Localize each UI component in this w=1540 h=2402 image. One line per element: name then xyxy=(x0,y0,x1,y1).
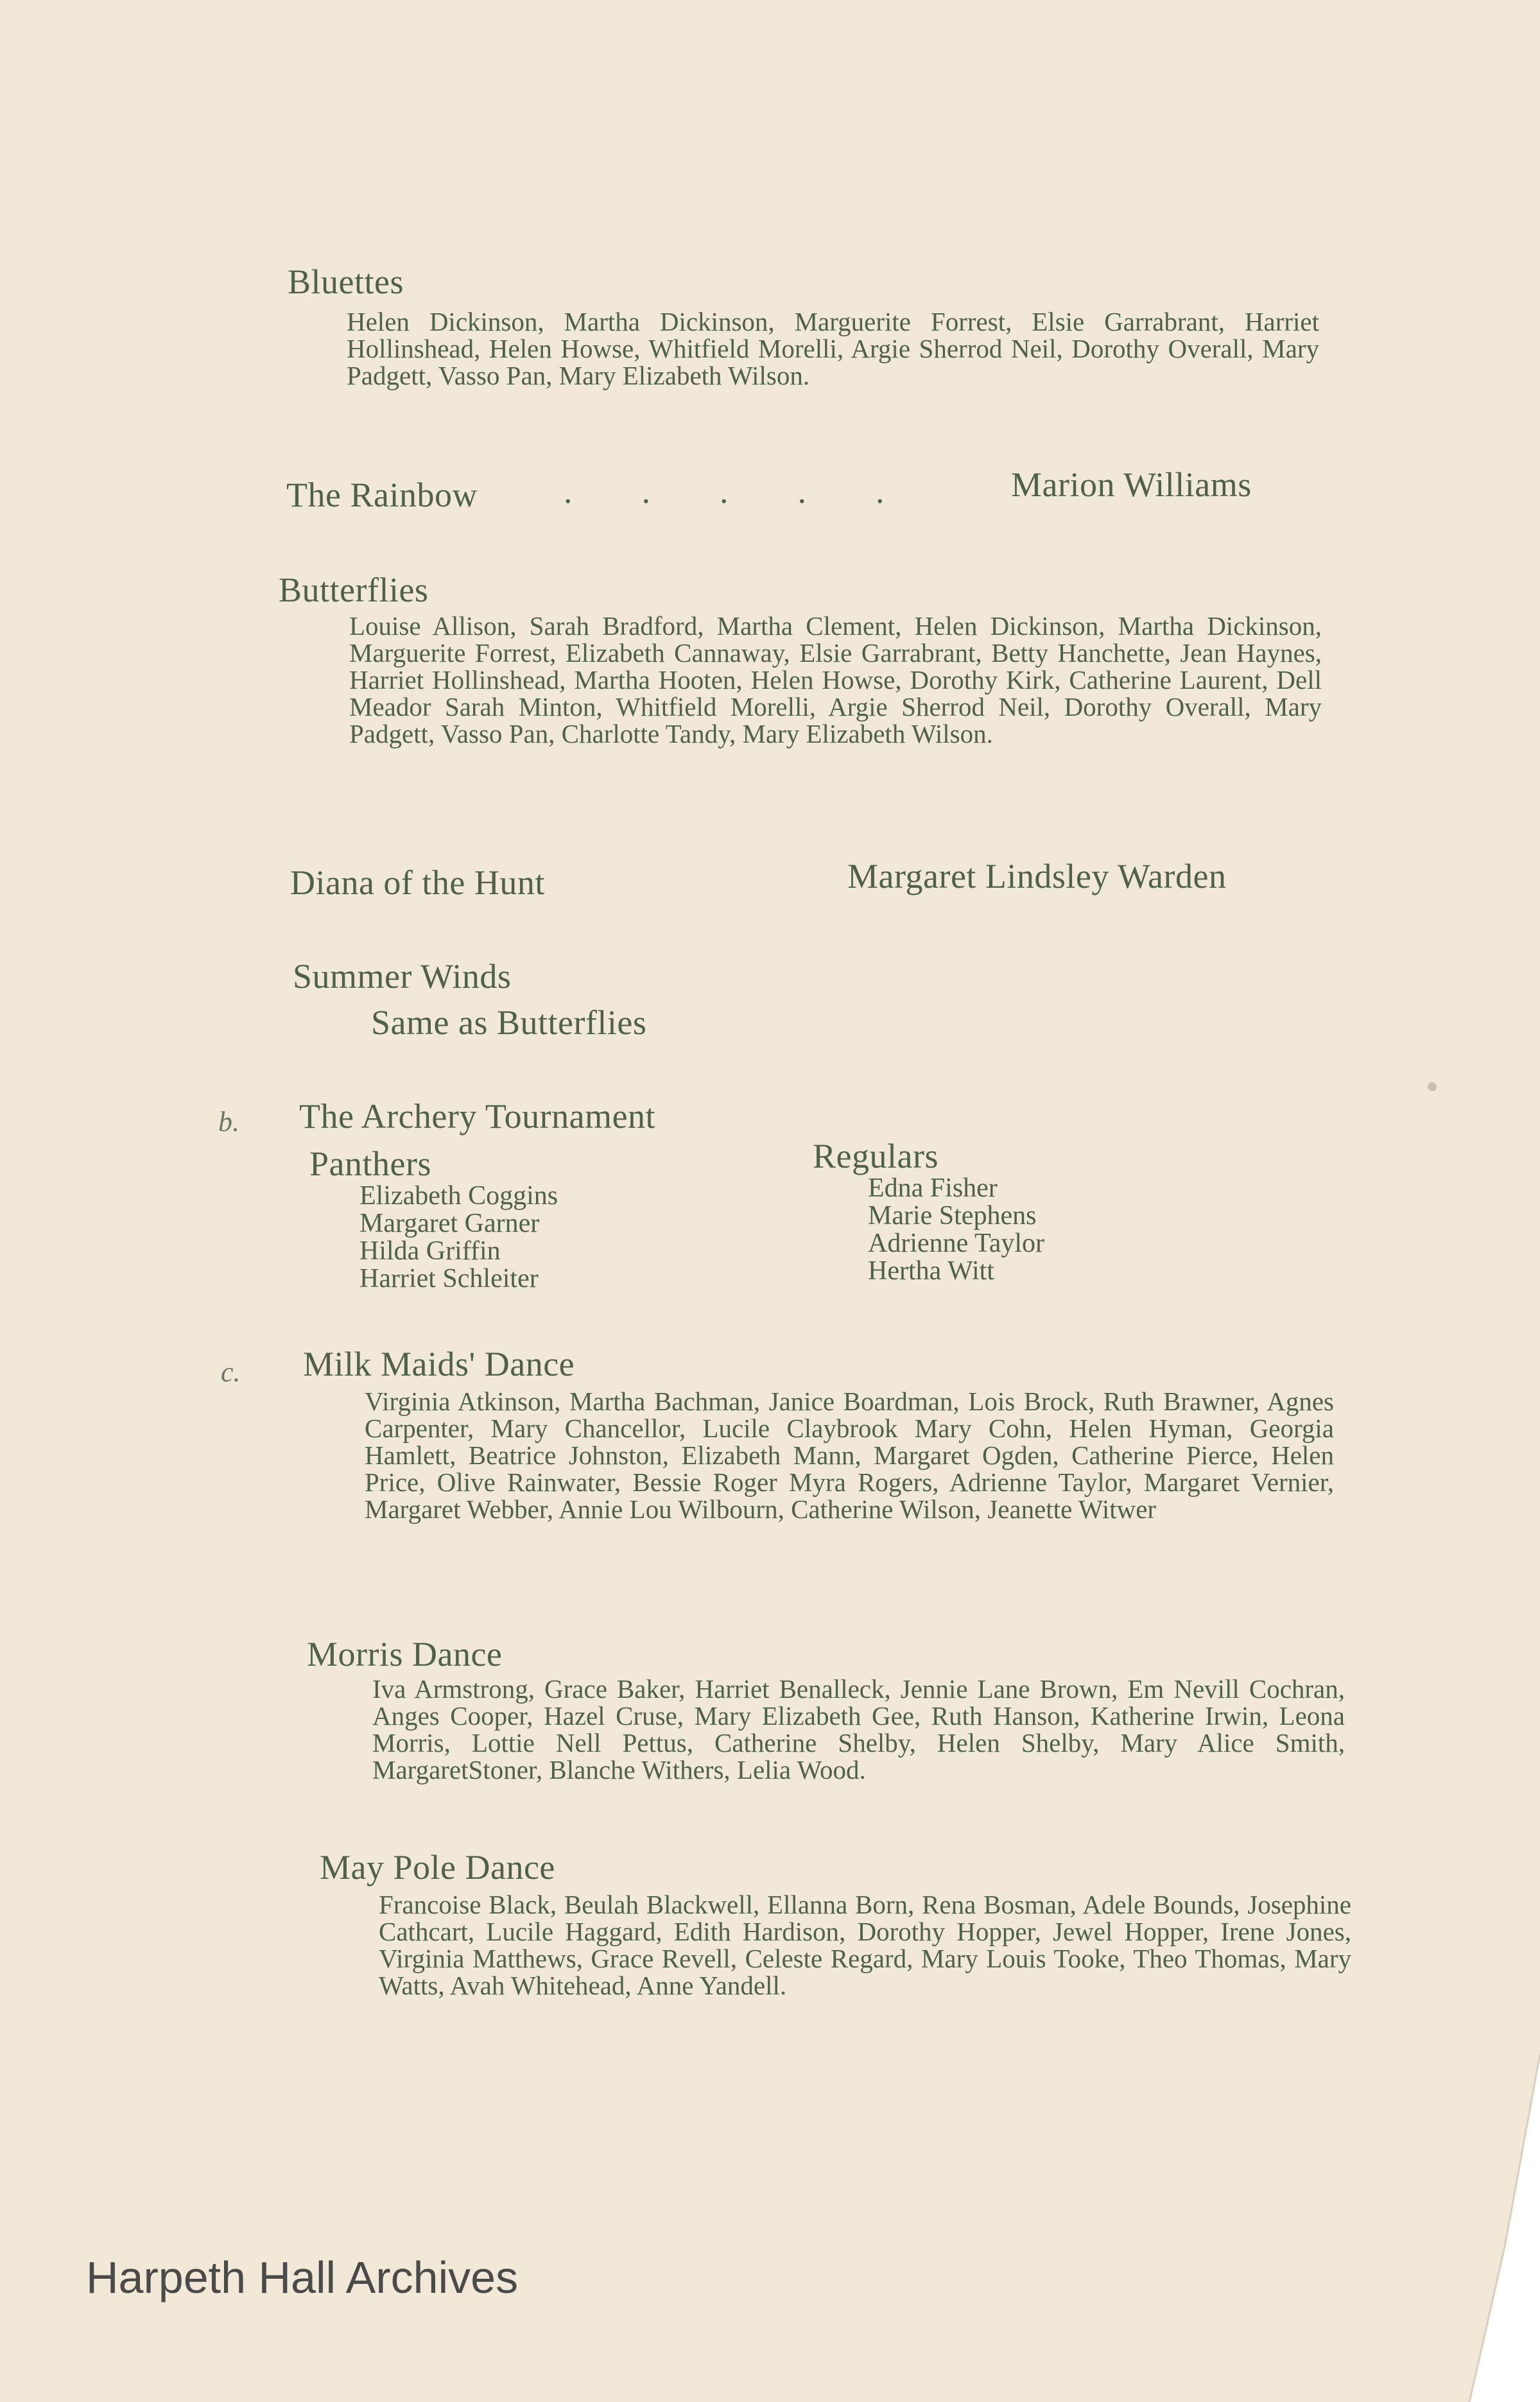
butterflies-names: Louise Allison, Sarah Bradford, Martha Clement, Helen Dickinson, Martha Dickinson, Marguerite Forrest, Elizabeth Cannaway, Elsie Garrabrant, Betty Hanchette, Jean Haynes, Harriet Hollinshead, Martha Hooten, Helen Howse, Dorothy Kirk, Catherine Laurent, Dell Meador Sarah Minton, Whitfield Morelli, Argie Sherrod Neil, Dorothy Overall, Mary Padgett, Vasso Pan, Charlotte Tandy, Mary Elizabeth Wilson. xyxy=(349,611,1322,748)
rainbow-dot-leader: ..... xyxy=(564,472,954,510)
list-item: Harriet Schleiter xyxy=(359,1264,539,1293)
summer-winds-title: Summer Winds xyxy=(293,957,512,996)
archive-watermark: Harpeth Hall Archives xyxy=(86,2252,519,2303)
milk-maids-title: Milk Maids' Dance xyxy=(303,1345,575,1383)
archery-title: The Archery Tournament xyxy=(299,1097,656,1136)
panthers-list xyxy=(359,1182,558,1293)
diana-title: Diana of the Hunt xyxy=(290,863,545,902)
regulars-list xyxy=(868,1175,1044,1285)
section-label-c: c. xyxy=(221,1356,241,1388)
panthers-title: Panthers xyxy=(309,1145,431,1183)
diana-performer: Margaret Lindsley Warden xyxy=(847,857,1227,895)
may-pole-names: Francoise Black, Beulah Blackwell, Ellanna Born, Rena Bosman, Adele Bounds, Josephine Cathcart, Lucile Haggard, Edith Hardison, Dorothy Hopper, Jewel Hopper, Irene Jones, Virginia Matthews, Grace Revell, Celeste Regard, Mary Louis Tooke, Theo Thomas, Mary Watts, Avah Whitehead, Anne Yandell. xyxy=(379,1890,1351,2000)
rainbow-title: The Rainbow xyxy=(286,476,478,514)
list-item: Hertha Witt xyxy=(868,1256,994,1286)
milk-maids-names: Virginia Atkinson, Martha Bachman, Janice Boardman, Lois Brock, Ruth Brawner, Agnes Carpenter, Mary Chancellor, Lucile Claybrook Mary Cohn, Helen Hyman, Georgia Hamlett, Beatrice Johnston, Elizabeth Mann, Margaret Ogden, Catherine Pierce, Helen Price, Olive Rainwater, Bessie Roger Myra Rogers, Adrienne Taylor, Margaret Vernier, Margaret Webber, Annie Lou Wilbourn, Catherine Wilson, Jeanette Witwer xyxy=(365,1387,1334,1524)
list-item: Marie Stephens xyxy=(868,1201,1037,1231)
morris-names: Iva Armstrong, Grace Baker, Harriet Benalleck, Jennie Lane Brown, Em Nevill Cochran, Anges Cooper, Hazel Cruse, Mary Elizabeth Gee, Ruth Hanson, Katherine Irwin, Leona Morris, Lottie Nell Pettus, Catherine Shelby, Helen Shelby, Mary Alice Smith, MargaretStoner, Blanche Withers, Lelia Wood. xyxy=(372,1674,1345,1784)
torn-edge-shape xyxy=(1373,2054,1540,2402)
butterflies-title: Butterflies xyxy=(279,571,429,609)
may-pole-title: May Pole Dance xyxy=(320,1848,555,1887)
regulars-title: Regulars xyxy=(813,1137,939,1175)
summer-winds-note: Same as Butterflies xyxy=(371,1003,647,1042)
list-item: Edna Fisher xyxy=(868,1173,998,1203)
list-item: Adrienne Taylor xyxy=(868,1229,1045,1258)
paper-speck xyxy=(1428,1082,1437,1091)
morris-title: Morris Dance xyxy=(307,1635,503,1673)
list-item: Hilda Griffin xyxy=(359,1236,501,1266)
list-item: Elizabeth Coggins xyxy=(359,1181,558,1211)
bluettes-names: Helen Dickinson, Martha Dickinson, Marguerite Forrest, Elsie Garrabrant, Harriet Hollinshead, Helen Howse, Whitfield Morelli, Argie Sherrod Neil, Dorothy Overall, Mary Padgett, Vasso Pan, Mary Elizabeth Wilson. xyxy=(347,307,1319,390)
section-label-b: b. xyxy=(218,1106,239,1137)
bluettes-title: Bluettes xyxy=(288,263,404,301)
rainbow-performer: Marion Williams xyxy=(1011,465,1252,504)
list-item: Margaret Garner xyxy=(359,1209,540,1238)
